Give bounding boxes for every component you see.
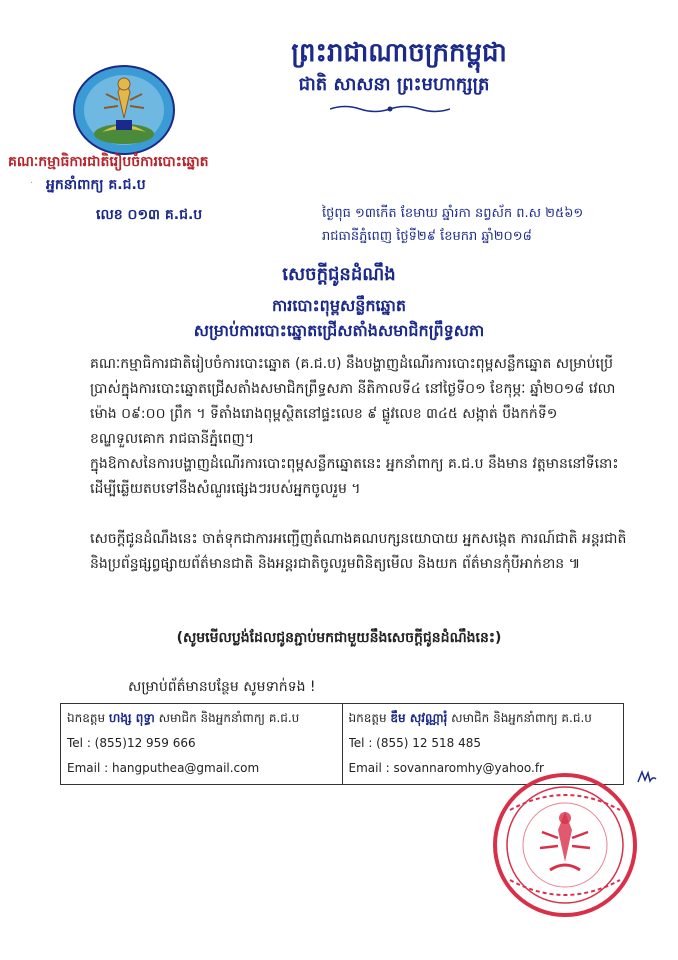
document-title: សេចក្តីជូនដំណឹង <box>282 264 396 285</box>
body-paragraph-1: គណៈកម្មាធិការជាតិរៀបចំការបោះឆ្នោត (គ.ជ.ប) នឹងបង្ហាញដំណើរការបោះពុម្ពសន្លឹកឆ្នោត សម្រាប់ប្រើប្រាស់ក្នុងការបោះឆ្នោតជ្រើសតាំងសមាជិកព្រឹទ្ធសភា នីតិកាលទី៤ នៅថ្ងៃទី០១ ខែកុម្ភៈ ឆ្នាំ២០១៨ វេលាម៉ោង ០៩:០០ ព្រឹក ។ ទីតាំងរោងពុម្ពស្ថិតនៅផ្ទះលេខ ៩ ផ្លូវលេខ ៣៤៥ សង្កាត់ បឹងកក់ទី១ ខណ្ឌទួលគោក រាជធានីភ្នំពេញ។ <box>90 356 616 447</box>
contact-title-line <box>67 706 336 731</box>
document-subtitle: ការបោះពុម្ពសន្លឹកឆ្នោត <box>272 296 406 315</box>
contact-intro: សម្រាប់ព័ត៌មានបន្ថែម សូមទាក់ទង ! <box>128 679 316 695</box>
contact-role: សមាជិក និងអ្នកនាំពាក្យ គ.ជ.ប <box>158 711 300 725</box>
body-paragraph-2: ក្នុងឱកាសនៃការបង្ហាញដំណើរការបោះពុម្ពសន្លឹកឆ្នោតនេះ អ្នកនាំពាក្យ គ.ជ.ប នឹងមាន វត្តមាននៅទីនោះ ដើម្បីឆ្លើយតបទៅនឹងសំណួរផ្សេងៗរបស់អ្នកចូលរួម ។ <box>90 456 619 497</box>
kingdom-heading: ព្រះរាជាណាចក្រកម្ពុជា <box>291 38 507 68</box>
contact-card <box>61 704 342 784</box>
contact-role: សមាជិក និងអ្នកនាំពាក្យ គ.ជ.ប <box>451 711 592 725</box>
official-seal-stamp <box>490 770 640 920</box>
reference-number: លេខ ០១៣ គ.ជ.ប <box>96 207 203 223</box>
contact-phone: Tel : (855)12 959 666 <box>67 736 196 750</box>
contact-email[interactable]: Email : hangputhea@gmail.com <box>67 761 260 775</box>
bullet-mark: · <box>30 178 34 189</box>
organization-name: គណៈកម្មាធិការជាតិរៀបចំការបោះឆ្នោត <box>8 154 209 170</box>
civil-date: រាជធានីភ្នំពេញ ថ្ងៃទី២៩ ខែមករា ឆ្នាំ២០១៨ <box>322 229 532 244</box>
office-name: អ្នកនាំពាក្យ គ.ជ.ប <box>46 177 146 193</box>
nec-emblem-logo <box>72 64 176 156</box>
national-motto: ជាតិ សាសនា ព្រះមហាក្សត្រ <box>298 74 490 95</box>
contact-name: ឌឹម សុវណ្ណារុំ <box>390 711 448 725</box>
contact-phone: Tel : (855) 12 518 485 <box>348 736 481 750</box>
contact-prefix: ឯកឧត្តម <box>348 711 387 725</box>
document-subtitle-2: សម្រាប់ការបោះឆ្នោតជ្រើសតាំងសមាជិកព្រឹទ្ធសភា <box>193 321 485 340</box>
lunar-date: ថ្ងៃពុធ ១៣កើត ខែមាឃ ឆ្នាំរកា នព្វស័ក ព.ស ២៥៦១ <box>322 206 584 221</box>
attachment-note: (សូមមើលប្លង់ដែលជូនភ្ជាប់មកជាមួយនឹងសេចក្តីជូនដំណឹងនេះ) <box>176 630 502 646</box>
contact-email[interactable]: Email : sovannaromhy@yahoo.fr <box>348 761 544 775</box>
ornament-divider <box>330 104 450 114</box>
contact-title-line <box>349 706 618 731</box>
contact-name: ហង្ស ពុទ្ធា <box>108 711 155 725</box>
body-paragraph-3: សេចក្តីជូនដំណឹងនេះ ចាត់ទុកជាការអញ្ជើញតំណាងគណបក្សនយោបាយ អ្នកសង្កេត ការណ៍ជាតិ អន្តរជាតិ និងប្រព័ន្ធផ្សព្វផ្សាយព័ត៌មានជាតិ និងអន្តរជាតិចូលរួមពិនិត្យមើល និងយក ព័ត៌មានកុំបីអាក់ខាន ៕ <box>90 531 627 572</box>
contact-prefix: ឯកឧត្តម <box>67 711 106 725</box>
